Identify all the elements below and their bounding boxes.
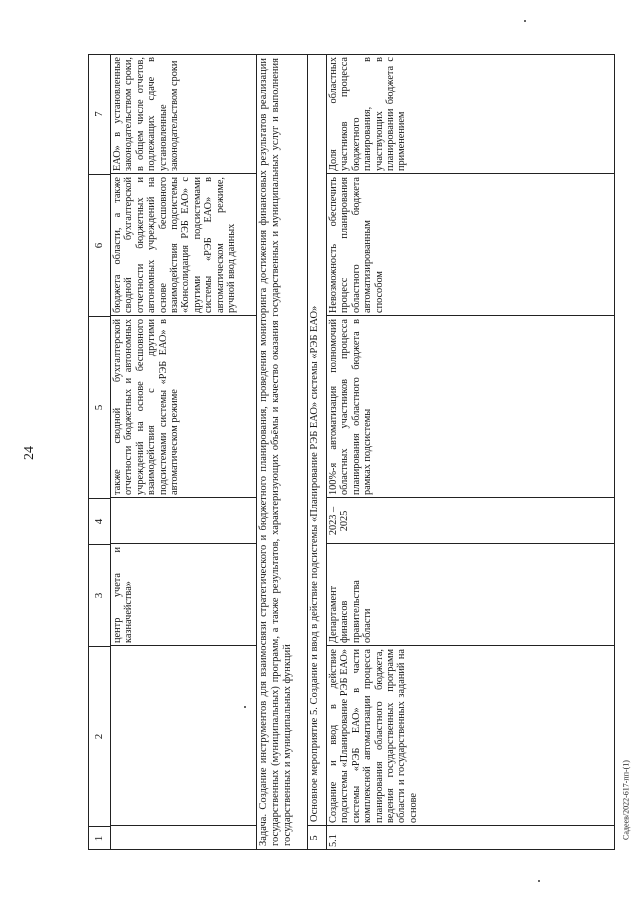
col-header-7: 7 [93, 111, 105, 117]
main-event-text: Основное мероприятие 5. Создание и ввод в действие подсистемы «Планирование РЭБ ЕАО» системы «РЭБ ЕАО» [309, 305, 320, 822]
col-header-4: 4 [88, 498, 110, 544]
row-5-1-period: 2023 – 2025 [328, 506, 351, 536]
cell-cont-c7: ЕАО» в установленные законодательством сроки, в общем числе отчетов, подлежащих сдаче в установленные законодательством сроки [112, 57, 181, 171]
scan-speck [538, 880, 540, 882]
col-header-5: 5 [88, 316, 110, 498]
row-5-1-executor: Департамент финансов правительства области [328, 580, 374, 643]
page-number: 24 [22, 446, 37, 460]
scan-speck [524, 20, 526, 22]
cell-cont-c6: бюджета области, а также сводной бухгалтерской отчетности бюджетных и автономных учреждений на основе бесшовного взаимодействия подсистемы «Консолидация РЭБ ЕАО» с другими подсистемами системы «РЭБ ЕАО» в автоматическом режиме, ручной ввод данных [112, 177, 238, 313]
col-header-3: 3 [88, 544, 110, 646]
col-header-6: 6 [88, 174, 110, 316]
row-5-1-result: 100%-я автоматизация полномочий областных участников процесса планирования областного бюджета в рамках подсистемы [328, 319, 374, 495]
cell-cont-c3: центр учета и казначейства» [112, 547, 135, 643]
cell-cont-c5: также сводной бухгалтерской отчетности бюджетных и автономных учреждений на основе бесшовного взаимодействия с другими подсистемами системы «РЭБ ЕАО» в автоматическом режиме [112, 319, 181, 495]
rotated-table-page [88, 54, 615, 850]
scan-speck [244, 706, 246, 708]
col-header-1: 1 [88, 826, 110, 850]
main-event-number: 5 [309, 835, 320, 841]
footer-stamp: Садеев/2022-617-пп-(1) [621, 760, 631, 840]
col-header-2: 2 [88, 646, 110, 826]
row-5-1-number: 5.1 [328, 834, 339, 847]
row-5-1-indicator: Доля областных участников процесса бюджетного планирования, в участвующих в планировании бюджета с применением [328, 57, 408, 171]
row-5-1-consequences: Невозможность обеспечить процесс планирования областного бюджета автоматизированным способом [328, 177, 385, 313]
task-row: Задача. Создание инструментов для взаимосвязи стратегического и бюджетного планирования, проведения мониторинга достижения финансовых результатов реализации государственных (муниципальных) программ, а также результатов, характеризующих объёмы и качество оказания государственных и муниципальных услуг и выполнения государственных и муниципальных функций [258, 58, 293, 846]
row-5-1-description: Создание и ввод в действие подсистемы «Планирование РЭБ ЕАО» системы «РЭБ ЕАО» в части комплексной автоматизации процесса планирования областного бюджета, ведения государственных программ области и государственных заданий на основе [328, 649, 419, 823]
